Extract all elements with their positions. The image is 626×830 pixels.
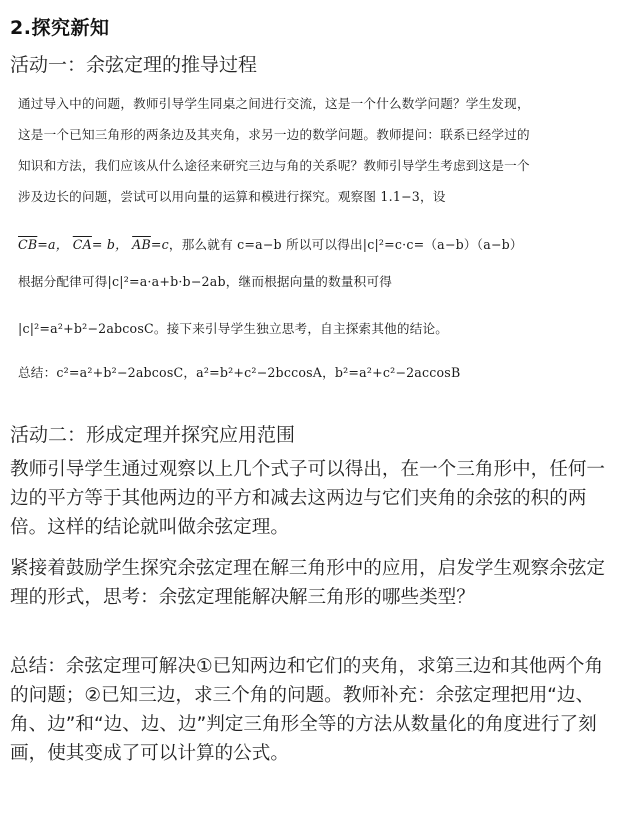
vector-ab: $\overline{AB}$ — [132, 237, 151, 252]
activity1-scanned-text — [18, 88, 618, 212]
vector-ab-eq: =c — [150, 237, 169, 252]
result-line: |c|²=a²+b²−2abcosC。接下来引导学生独立思考，自主探索其他的结论。 — [18, 321, 449, 336]
activity2-title: 活动二：形成定理并探究应用范围 — [10, 424, 296, 446]
activity2-paragraph-3: 总结：余弦定理可解决①已知两边和它们的夹角，求第三边和其他两个角的问题；②已知三边，求三个角的问题。教师补充：余弦定理把用“边、角、边”和“边、边、边”判定三角形全等的方法从数量化的角度进行了刻画，使其变成了可以计算的公式。 — [10, 656, 604, 764]
vector-cb-eq: =a， — [37, 237, 69, 252]
activity2-paragraph-1: 教师引导学生通过观察以上几个式子可以得出，在一个三角形中，任何一边的平方等于其他两边的平方和减去这两边与它们夹角的余弦的积的两倍。这样的结论就叫做余弦定理。 — [10, 459, 606, 538]
vector-derivation: ，那么就有 c=a−b 所以可以得出|c|²=c·c=（a−b）（a−b） — [168, 237, 523, 252]
vector-ca: $\overline{CA}$ — [72, 237, 92, 252]
activity1-title: 活动一：余弦定理的推导过程 — [10, 54, 258, 76]
text-line: 这是一个已知三角形的两条边及其夹角，求另一边的数学问题。教师提问：联系已经学过的 — [18, 127, 530, 142]
summary-formula-line: 总结：c²=a²+b²−2abcosC，a²=b²+c²−2bccosA，b²=a²+c²−2accosB — [18, 365, 461, 380]
vector-definition-line — [18, 229, 618, 260]
vector-ca-eq: = b， — [91, 237, 128, 252]
section-title: 2.探究新知 — [10, 17, 110, 39]
vector-cb: $\overline{CB}$ — [18, 237, 38, 252]
activity2-paragraph-2: 紧接着鼓励学生探究余弦定理在解三角形中的应用，启发学生观察余弦定理的形式，思考：余弦定理能解决解三角形的哪些类型？ — [10, 558, 606, 608]
text-line: 知识和方法，我们应该从什么途径来研究三边与角的关系呢？教师引导学生考虑到这是一个 — [18, 158, 530, 173]
distributive-line: 根据分配律可得|c|²=a·a+b·b−2ab，继而根据向量的数量积可得 — [18, 274, 393, 289]
text-line: 通过导入中的问题，教师引导学生同桌之间进行交流，这是一个什么数学问题？学生发现， — [18, 96, 530, 111]
text-line: 涉及边长的问题，尝试可以用向量的运算和模进行探究。观察图 1.1−3，设 — [18, 189, 446, 204]
